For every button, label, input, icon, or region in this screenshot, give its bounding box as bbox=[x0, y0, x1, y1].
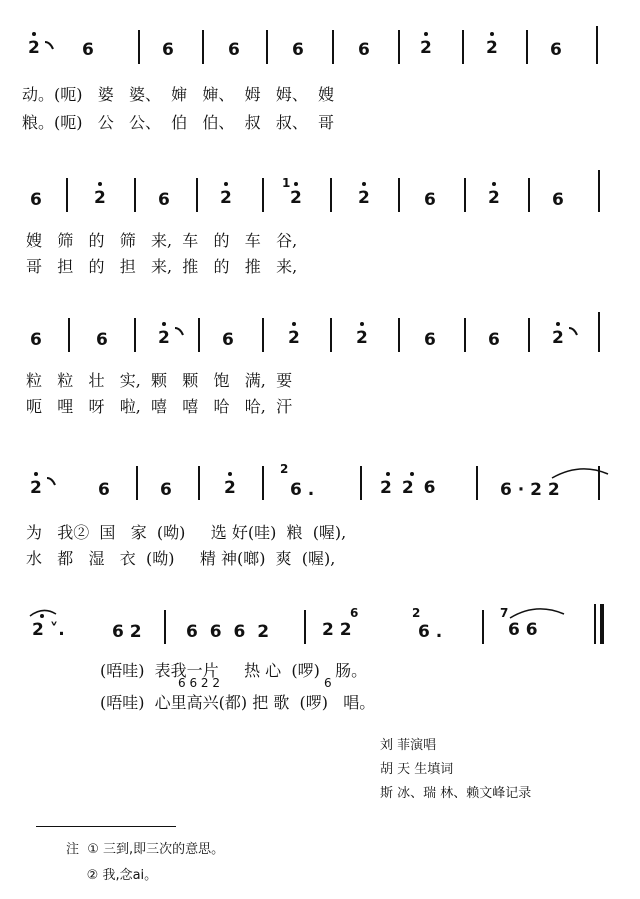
barline bbox=[134, 318, 136, 352]
note: 6 bbox=[552, 190, 564, 210]
system-5 bbox=[0, 588, 640, 718]
credit-recorder: 斯 冰、瑞 林、赖文峰记录 bbox=[380, 786, 532, 801]
note-group: 2 2 bbox=[322, 620, 352, 640]
footnote-2: ② 我,念ai。 bbox=[66, 868, 158, 883]
lyric-line-2: 水 都 湿 衣 (呦) 精 神(啷) 爽 (喔), bbox=[26, 549, 336, 568]
barline bbox=[464, 318, 466, 352]
grace-note: 2 bbox=[412, 606, 421, 620]
barline bbox=[464, 178, 466, 212]
tie-arc bbox=[550, 462, 610, 482]
barline bbox=[68, 318, 70, 352]
slur-tick bbox=[44, 40, 56, 52]
grace-note: 2 bbox=[280, 462, 289, 476]
barline bbox=[198, 318, 200, 352]
note: 6 bbox=[96, 330, 108, 350]
barline bbox=[66, 178, 68, 212]
footnote-rule bbox=[36, 826, 176, 827]
footnote-1: 注 ① 三到,即三次的意思。 bbox=[66, 842, 225, 857]
lyric-line-2: 哥 担 的 担 来, 推 的 推 来, bbox=[26, 257, 298, 276]
system-4 bbox=[0, 440, 640, 580]
barline bbox=[462, 30, 464, 64]
note: 2 bbox=[30, 478, 42, 498]
barline bbox=[332, 30, 334, 64]
barline bbox=[330, 178, 332, 212]
barline bbox=[528, 318, 530, 352]
note: 6 bbox=[160, 480, 172, 500]
grace-note: 1 bbox=[282, 176, 291, 190]
barline bbox=[598, 466, 600, 500]
note-group: 6 · 2 2 bbox=[500, 480, 560, 500]
note: 2 bbox=[28, 38, 40, 58]
note: 2 bbox=[290, 188, 302, 208]
barline bbox=[164, 610, 166, 644]
system-1 bbox=[0, 0, 640, 140]
note: 2 bbox=[358, 188, 370, 208]
barline bbox=[202, 30, 204, 64]
barline bbox=[136, 466, 138, 500]
credit-singer: 刘 菲演唱 bbox=[380, 738, 437, 753]
barline bbox=[596, 26, 598, 64]
note: 6 bbox=[424, 190, 436, 210]
barline bbox=[304, 610, 306, 644]
note: 2 bbox=[488, 188, 500, 208]
lyric-line-1: 粒 粒 壮 实, 颗 颗 饱 满, 要 bbox=[26, 371, 293, 390]
lyric-line-1: 为 我② 国 家 (呦) 选 好(哇) 粮 (喔), bbox=[26, 523, 347, 542]
small-notes: 6 6 2 2 bbox=[178, 676, 220, 690]
note: 2 bbox=[356, 328, 368, 348]
tie-arc bbox=[508, 604, 568, 620]
note: 6 bbox=[228, 40, 240, 60]
barline bbox=[262, 178, 264, 212]
note: 6 bbox=[158, 190, 170, 210]
barline bbox=[398, 30, 400, 64]
note: 6 bbox=[292, 40, 304, 60]
note: 6 bbox=[550, 40, 562, 60]
lyric-line-2: 呃 哩 呀 啦, 嘻 嘻 哈 哈, 汗 bbox=[26, 397, 293, 416]
lyric-line-1: 动。(呃) 婆 婆、 婶 婶、 姆 姆、 嫂 bbox=[22, 85, 335, 104]
barline bbox=[138, 30, 140, 64]
small-notes: 6 bbox=[324, 676, 332, 690]
system-2 bbox=[0, 150, 640, 280]
barline bbox=[482, 610, 484, 644]
note: 2 bbox=[486, 38, 498, 58]
note: 6 . bbox=[418, 622, 443, 642]
note: 6 bbox=[488, 330, 500, 350]
note-group: 6 6 bbox=[508, 620, 538, 640]
barline bbox=[598, 170, 600, 212]
lyric-line-1: 嫂 筛 的 筛 来, 车 的 车 谷, bbox=[26, 231, 298, 250]
note: 6 bbox=[222, 330, 234, 350]
note: 6 bbox=[30, 190, 42, 210]
note: 6 bbox=[358, 40, 370, 60]
note: 6 bbox=[424, 330, 436, 350]
note: 2 bbox=[224, 478, 236, 498]
barline bbox=[398, 178, 400, 212]
barline bbox=[134, 178, 136, 212]
credit-lyricist: 胡 天 生填词 bbox=[380, 762, 454, 777]
note: 2 bbox=[552, 328, 564, 348]
barline bbox=[196, 178, 198, 212]
barline bbox=[526, 30, 528, 64]
barline bbox=[598, 312, 600, 352]
note: 2 bbox=[288, 328, 300, 348]
system-3 bbox=[0, 296, 640, 426]
slur-tick bbox=[46, 476, 58, 488]
barline bbox=[398, 318, 400, 352]
note-group: 6 6 6 2 bbox=[186, 622, 273, 642]
note: 2 bbox=[158, 328, 170, 348]
barline bbox=[594, 604, 596, 644]
note-group: 226 bbox=[380, 478, 446, 498]
note: 2 bbox=[220, 188, 232, 208]
note: 6 bbox=[98, 480, 110, 500]
note: 2 bbox=[94, 188, 106, 208]
note: 6 bbox=[82, 40, 94, 60]
note: 6 . bbox=[290, 480, 315, 500]
barline bbox=[476, 466, 478, 500]
slur-tick bbox=[568, 326, 580, 338]
barline bbox=[266, 30, 268, 64]
slur-tick bbox=[174, 326, 186, 338]
lyric-line-2: 粮。(呃) 公 公、 伯 伯、 叔 叔、 哥 bbox=[22, 113, 335, 132]
note-group: 6 2 bbox=[112, 622, 142, 642]
note: 6 bbox=[162, 40, 174, 60]
lyric-line-2: (唔哇) 心里高兴(都) 把 歌 (啰) 唱。 bbox=[100, 693, 376, 712]
note: 2 ˅. bbox=[32, 620, 65, 640]
lyric-line-1: (唔哇) 表我一片 热 心 (啰) 肠。 bbox=[100, 661, 368, 680]
barline bbox=[198, 466, 200, 500]
final-barline bbox=[600, 604, 604, 644]
grace-note: 7 bbox=[500, 606, 509, 620]
note: 2 bbox=[420, 38, 432, 58]
grace-note: 6 bbox=[350, 606, 359, 620]
barline bbox=[330, 318, 332, 352]
note: 6 bbox=[30, 330, 42, 350]
barline bbox=[360, 466, 362, 500]
barline bbox=[262, 466, 264, 500]
barline bbox=[528, 178, 530, 212]
barline bbox=[262, 318, 264, 352]
